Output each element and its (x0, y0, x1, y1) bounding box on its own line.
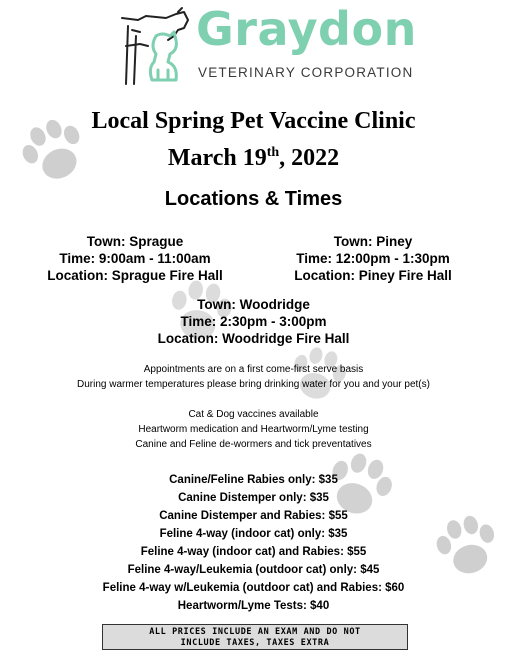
disclaimer-line: ALL PRICES INCLUDE AN EXAM AND DO NOT (149, 627, 361, 637)
service-line: Heartworm medication and Heartworm/Lyme testing (138, 424, 369, 435)
price-item: Feline 4-way (indoor cat) and Rabies: $55 (140, 546, 367, 558)
location-town: Town: Woodridge (197, 297, 310, 312)
location-place: Location: Woodridge Fire Hall (157, 331, 350, 346)
date-ordinal: th (266, 145, 280, 160)
location-time: Time: 2:30pm - 3:00pm (180, 314, 327, 329)
price-item: Canine/Feline Rabies only: $35 (169, 474, 338, 486)
location-place: Location: Piney Fire Hall (294, 268, 452, 283)
price-item: Canine Distemper only: $35 (178, 492, 329, 504)
location-block-sprague (30, 233, 240, 284)
service-line: Cat & Dog vaccines available (188, 409, 319, 420)
price-item: Feline 4-way w/Leukemia (outdoor cat) and Rabies: $60 (102, 582, 405, 594)
date-year: , 2022 (279, 145, 340, 171)
services-list (0, 407, 507, 452)
note-line: Appointments are on a first come-first serve basis (143, 364, 364, 375)
location-block-piney (268, 233, 478, 284)
clinic-title: Local Spring Pet Vaccine Clinic (91, 108, 416, 134)
locations-heading: Locations & Times (164, 188, 343, 210)
note-line: During warmer temperatures please bring drinking water for you and your pet(s) (77, 379, 430, 390)
price-item: Feline 4-way/Leukemia (outdoor cat) only: $45 (127, 564, 380, 576)
price-item: Heartworm/Lyme Tests: $40 (177, 600, 330, 612)
brand-subtitle: VETERINARY CORPORATION (198, 65, 414, 80)
location-time: Time: 12:00pm - 1:30pm (296, 251, 450, 266)
price-item: Feline 4-way (indoor cat) only: $35 (159, 528, 348, 540)
disclaimer-line: INCLUDE TAXES, TAXES EXTRA (180, 638, 330, 648)
location-town: Town: Sprague (86, 234, 184, 249)
location-time: Time: 9:00am - 11:00am (59, 251, 211, 266)
cow-dog-logo-icon (118, 6, 194, 86)
price-item: Canine Distemper and Rabies: $55 (159, 510, 348, 522)
location-place: Location: Sprague Fire Hall (47, 268, 223, 283)
location-block-woodridge (140, 296, 367, 347)
clinic-date (0, 145, 507, 172)
service-line: Canine and Feline de-wormers and tick preventatives (135, 439, 372, 450)
date-month-day: March 19 (167, 145, 267, 171)
appointment-notes (0, 362, 507, 392)
price-disclaimer-box (102, 624, 408, 650)
brand-name: Graydon (196, 2, 417, 56)
location-town: Town: Piney (333, 234, 413, 249)
price-list (0, 471, 507, 615)
